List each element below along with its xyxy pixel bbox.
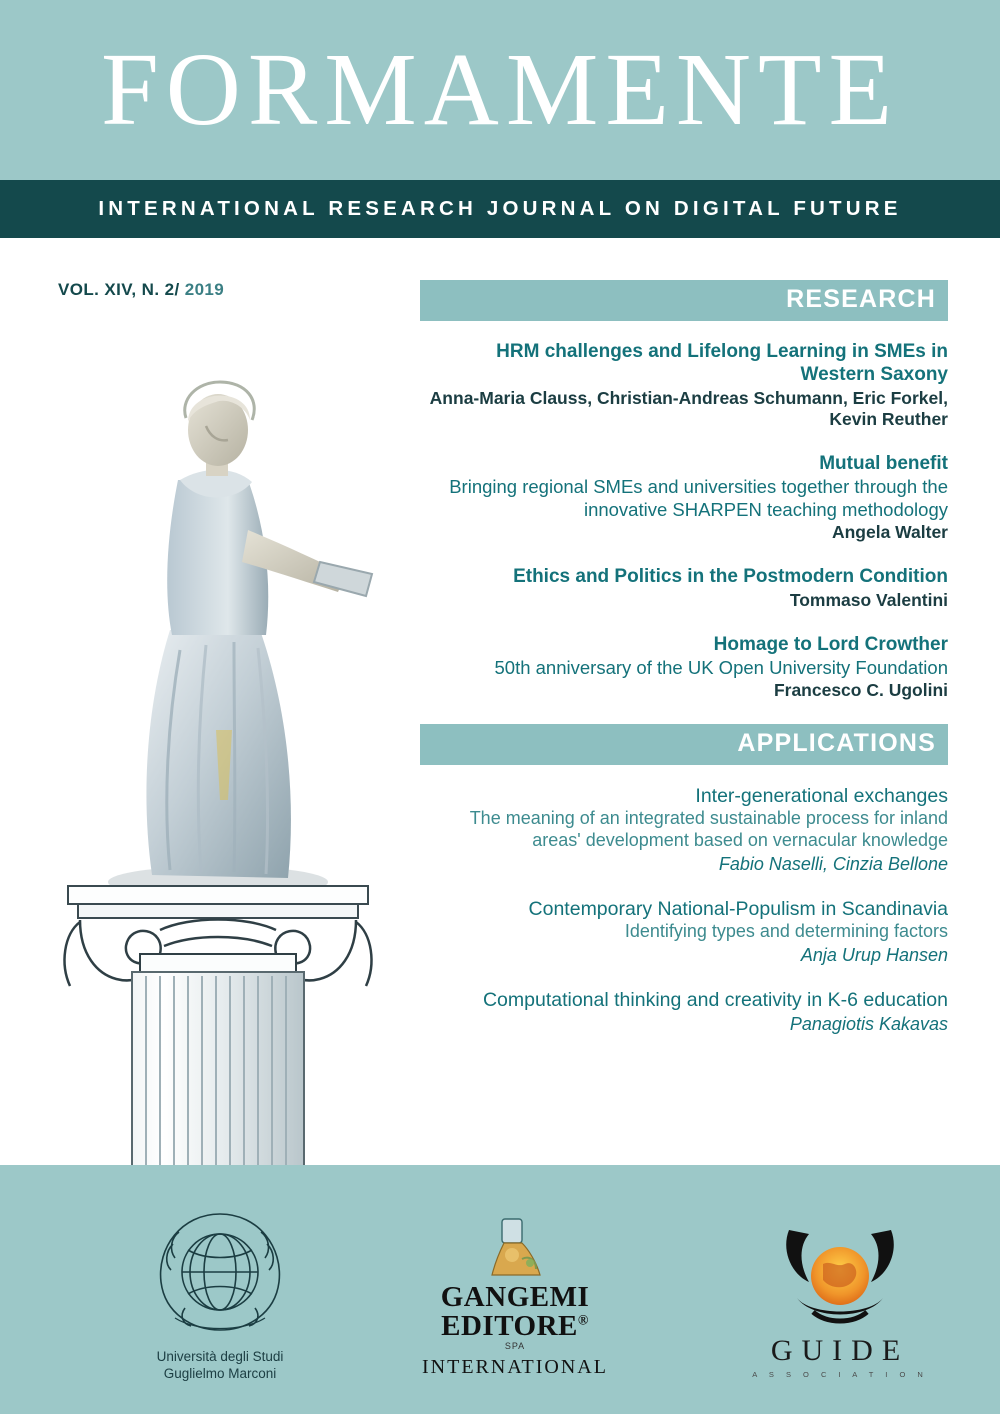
publisher-legal-form: SPA xyxy=(504,1341,526,1351)
toc-entry[interactable] xyxy=(420,341,948,431)
section-banner-applications: APPLICATIONS xyxy=(420,724,948,765)
university-caption-line2: Guglielmo Marconi xyxy=(163,1365,277,1381)
toc-entry[interactable] xyxy=(420,453,948,544)
entry-authors: Tommaso Valentini xyxy=(789,589,948,610)
journal-tagline: INTERNATIONAL RESEARCH JOURNAL ON DIGITAL FUTURE xyxy=(98,197,902,220)
entry-title: HRM challenges and Lifelong Learning in SMEs in Western Saxony xyxy=(496,341,948,385)
publisher-name xyxy=(390,1283,640,1341)
toc-entry[interactable] xyxy=(420,566,948,612)
entry-title: Homage to Lord Crowther xyxy=(713,633,948,655)
entry-subtitle: The meaning of an integrated sustainable process for inland areas' development based on vernacular knowledge xyxy=(469,808,948,851)
association-subtitle: A S S O C I A T I O N xyxy=(752,1370,928,1379)
footer-logos xyxy=(0,1180,1000,1414)
entry-title: Mutual benefit xyxy=(819,453,948,475)
association-name: GUIDE xyxy=(770,1334,910,1367)
university-crest-icon xyxy=(145,1200,295,1340)
entry-authors: Anna-Maria Clauss, Christian-Andreas Schumann, Eric Forkel, Kevin Reuther xyxy=(429,387,948,430)
issue-year: 2019 xyxy=(184,280,225,299)
university-caption xyxy=(95,1349,345,1383)
toc-entry[interactable] xyxy=(420,634,948,702)
university-logo-block xyxy=(95,1200,345,1383)
entry-subtitle: Bringing regional SMEs and universities together through the innovative SHARPEN teaching methodology xyxy=(449,476,948,520)
registered-mark: ® xyxy=(577,1313,589,1329)
entry-authors: Anja Urup Hansen xyxy=(800,945,948,966)
entry-authors: Fabio Naselli, Cinzia Bellone xyxy=(718,854,948,875)
research-entries xyxy=(420,341,948,702)
entry-authors: Panagiotis Kakavas xyxy=(789,1014,948,1035)
applications-entries xyxy=(420,785,948,1036)
tagline-bar xyxy=(0,180,1000,238)
publisher-emblem-icon xyxy=(482,1215,548,1279)
issue-volume: VOL. XIV, N. 2/ xyxy=(58,280,180,299)
guide-globe-icon xyxy=(775,1220,905,1330)
toc-entry[interactable] xyxy=(420,989,948,1036)
entry-title: Computational thinking and creativity in K-6 education xyxy=(482,988,948,1011)
masthead-banner xyxy=(0,0,1000,180)
entry-title: Contemporary National-Populism in Scandinavia xyxy=(528,897,948,920)
journal-title: FORMAMENTE xyxy=(100,32,900,147)
table-of-contents xyxy=(420,280,948,1036)
entry-authors: Francesco C. Ugolini xyxy=(773,680,948,701)
entry-title: Ethics and Politics in the Postmodern Condition xyxy=(513,566,948,588)
section-banner-research: RESEARCH xyxy=(420,280,948,321)
entry-title: Inter-generational exchanges xyxy=(695,785,948,808)
issue-info xyxy=(58,280,224,300)
entry-subtitle: Identifying types and determining factors xyxy=(624,921,948,942)
entry-authors: Angela Walter xyxy=(831,522,948,543)
entry-subtitle: 50th anniversary of the UK Open University Foundation xyxy=(494,656,948,678)
toc-entry[interactable] xyxy=(420,785,948,876)
association-logo-block xyxy=(725,1220,955,1379)
publisher-logo-block xyxy=(390,1215,640,1379)
toc-entry[interactable] xyxy=(420,898,948,967)
university-caption-line1: Università degli Studi xyxy=(156,1349,284,1364)
publisher-name-text: GANGEMI EDITORE xyxy=(440,1281,590,1342)
publisher-subtitle: INTERNATIONAL xyxy=(422,1356,608,1378)
